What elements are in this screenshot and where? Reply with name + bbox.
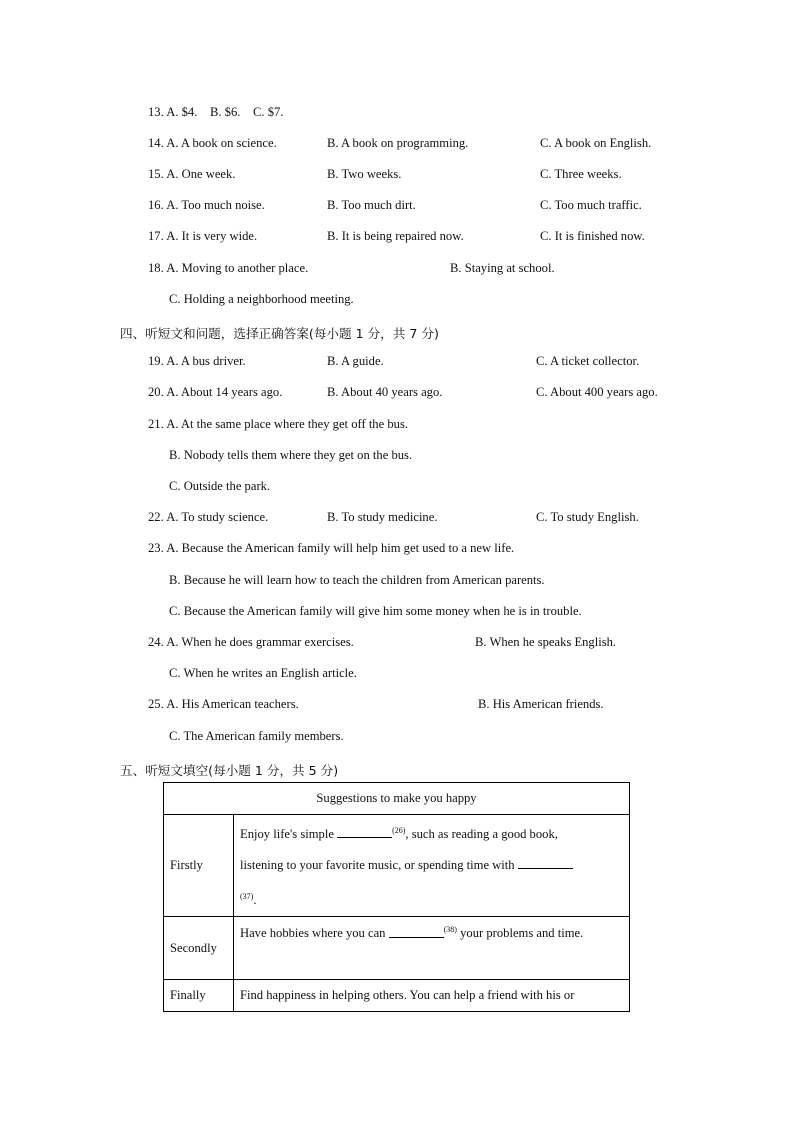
question-number: 17.: [148, 229, 164, 243]
blank-number-37: (37): [240, 892, 254, 902]
question-number: 24.: [148, 635, 164, 649]
section-4-heading: 四、听短文和问题，选择正确答案(每小题 1 分，共 7 分): [120, 326, 439, 341]
option-a: A. Moving to another place.: [166, 261, 309, 275]
option-a: A. A bus driver.: [166, 354, 246, 368]
question-19-number: [148, 354, 246, 369]
question-17-option-c: C. It is finished now.: [540, 229, 645, 243]
option-a: A. When he does grammar exercises.: [166, 635, 354, 649]
question-16-number: [148, 198, 265, 213]
question-23-option-c: C. Because the American family will give him some money when he is in trouble.: [169, 604, 582, 618]
option-a: A. His American teachers.: [166, 697, 299, 711]
row-label-secondly: Secondly: [164, 917, 234, 980]
question-21-option-c: C. Outside the park.: [169, 479, 271, 493]
row-label-finally: Finally: [164, 980, 234, 1012]
option-b: B. $6.: [209, 105, 241, 119]
option-a: A. A book on science.: [166, 136, 277, 150]
question-number: 22.: [148, 510, 164, 524]
question-number: 25.: [148, 697, 164, 711]
question-number: 21.: [148, 417, 164, 431]
suggestions-table: [163, 782, 630, 1012]
option-a: A. It is very wide.: [166, 229, 258, 243]
question-19-option-c: C. A ticket collector.: [536, 354, 640, 368]
blank-26[interactable]: [337, 826, 392, 838]
question-24-number: [148, 635, 354, 650]
question-number: 13.: [148, 105, 164, 119]
question-22-option-b: B. To study medicine.: [327, 510, 438, 524]
question-number: 23.: [148, 541, 164, 555]
option-a: A. At the same place where they get off the bus.: [166, 417, 408, 431]
row-text: Enjoy life's simple: [240, 827, 334, 842]
row-content-finally: Find happiness in helping others. You can help a friend with his or: [234, 980, 630, 1012]
question-15-option-b: B. Two weeks.: [327, 167, 402, 181]
question-number: 15.: [148, 167, 164, 181]
row-text: .: [253, 893, 257, 908]
option-a: A. Too much noise.: [166, 198, 265, 212]
question-13: [148, 105, 283, 120]
question-17-number: [148, 229, 257, 244]
question-18-option-c: C. Holding a neighborhood meeting.: [169, 292, 354, 306]
question-24-option-c: C. When he writes an English article.: [169, 666, 357, 680]
question-24-option-b: B. When he speaks English.: [475, 635, 617, 649]
option-c: C. $7.: [253, 105, 284, 119]
table-row: [164, 980, 630, 1012]
option-a: A. Because the American family will help him get used to a new life.: [166, 541, 515, 555]
question-20-option-b: B. About 40 years ago.: [327, 385, 443, 399]
question-25-option-c: C. The American family members.: [169, 729, 344, 743]
question-23-option-b: B. Because he will learn how to teach the children from American parents.: [169, 573, 545, 587]
question-number: 14.: [148, 136, 164, 150]
row-label-firstly: Firstly: [164, 815, 234, 917]
question-14-option-c: C. A book on English.: [540, 136, 652, 150]
question-18-option-b: B. Staying at school.: [450, 261, 555, 275]
row-text: , such as reading a good book,: [405, 827, 558, 842]
table-title: Suggestions to make you happy: [164, 783, 630, 815]
row-text: your problems and time.: [460, 926, 584, 941]
table-header-row: [164, 783, 630, 815]
table-row: [164, 917, 630, 980]
question-number: 20.: [148, 385, 164, 399]
blank-38[interactable]: [389, 926, 444, 938]
row-text: listening to your favorite music, or spending time with: [240, 858, 515, 873]
option-a: A. About 14 years ago.: [166, 385, 283, 399]
row-content-firstly: [234, 815, 630, 917]
question-22-option-c: C. To study English.: [536, 510, 639, 524]
question-25-number: [148, 697, 299, 712]
question-22-number: [148, 510, 268, 525]
question-16-option-b: B. Too much dirt.: [327, 198, 416, 212]
question-number: 16.: [148, 198, 164, 212]
question-25-option-b: B. His American friends.: [478, 697, 604, 711]
question-15-number: [148, 167, 235, 182]
question-number: 18.: [148, 261, 164, 275]
section-5-heading: 五、听短文填空(每小题 1 分，共 5 分): [120, 763, 339, 778]
question-14-option-b: B. A book on programming.: [327, 136, 469, 150]
question-23-number: [148, 541, 514, 556]
question-21-option-b: B. Nobody tells them where they get on the bus.: [169, 448, 413, 462]
row-content-secondly: [234, 917, 630, 980]
question-17-option-b: B. It is being repaired now.: [327, 229, 464, 243]
blank-37[interactable]: [518, 857, 573, 869]
option-a: A. To study science.: [166, 510, 269, 524]
option-a: A. One week.: [166, 167, 236, 181]
blank-number-26: (26): [392, 826, 406, 835]
blank-number-38: (38): [443, 925, 457, 935]
table-row: [164, 815, 630, 917]
question-19-option-b: B. A guide.: [327, 354, 384, 368]
question-18-number: [148, 261, 308, 276]
question-15-option-c: C. Three weeks.: [540, 167, 622, 181]
question-number: 19.: [148, 354, 164, 368]
row-text: Have hobbies where you can: [240, 926, 386, 941]
option-a: A. $4.: [166, 105, 198, 119]
question-20-number: [148, 385, 282, 400]
question-14-number: [148, 136, 277, 151]
question-21-number: [148, 417, 408, 432]
question-16-option-c: C. Too much traffic.: [540, 198, 642, 212]
question-20-option-c: C. About 400 years ago.: [536, 385, 658, 399]
